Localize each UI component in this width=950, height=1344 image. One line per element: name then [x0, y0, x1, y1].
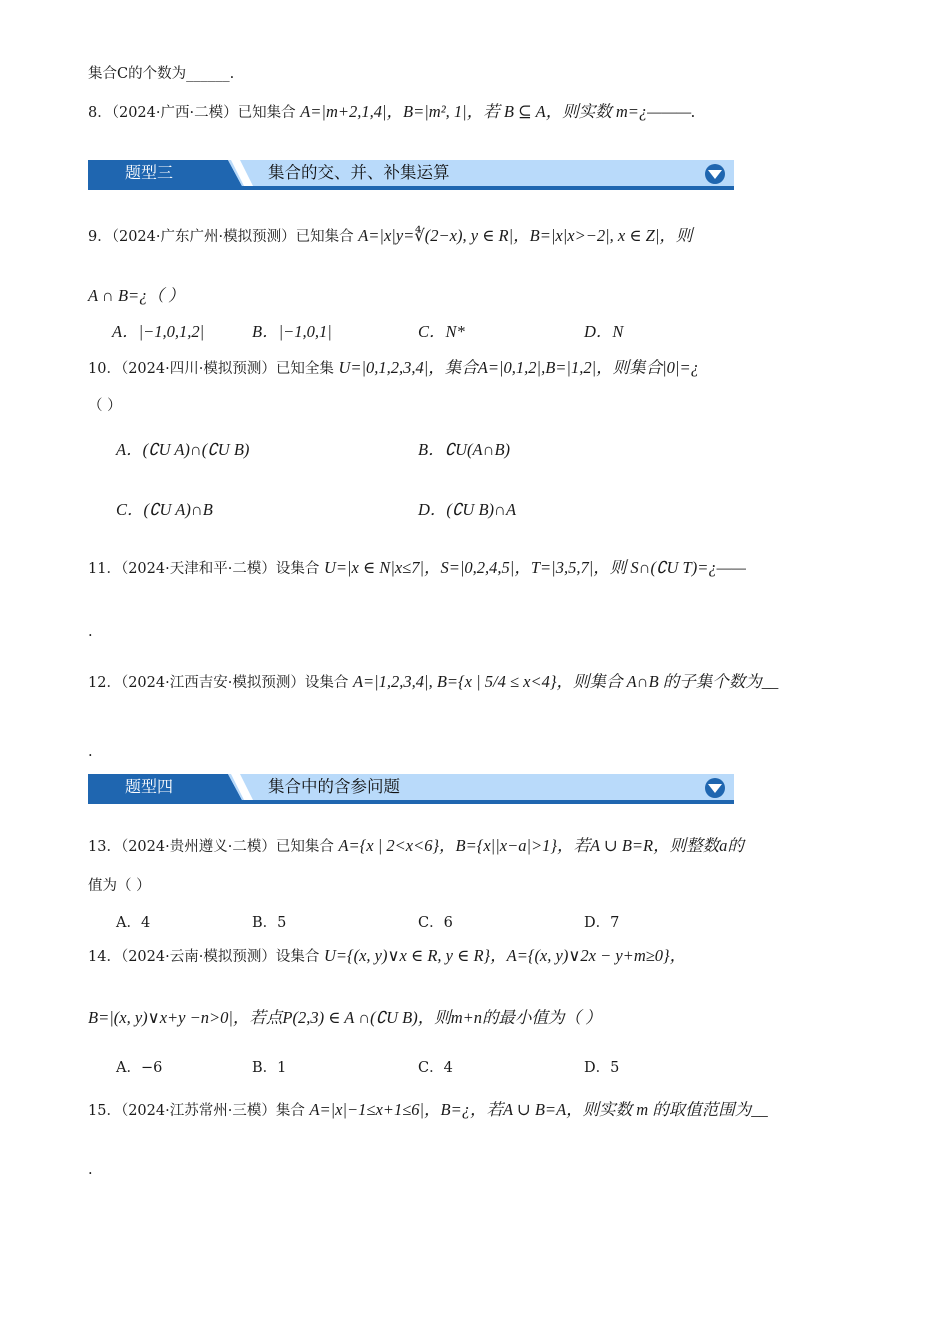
option-a[interactable]: A．(∁U A)∩(∁U B) — [116, 440, 250, 459]
section-title: 集合中的含参问题 — [268, 777, 400, 796]
option-a[interactable]: A．−6 — [116, 1060, 163, 1076]
option-c[interactable]: C．6 — [418, 915, 453, 931]
option-b[interactable]: B．5 — [252, 915, 287, 931]
question-9 — [88, 226, 692, 247]
question-math: A=|1,2,3,4|, B={x | 5/4 ≤ x<4}，则集合 A∩B 的子集个数为__ — [352, 672, 779, 691]
question-number: 15． — [88, 1103, 121, 1119]
section-label: 题型四 — [124, 777, 173, 796]
question-8 — [88, 102, 695, 123]
question-source: （2024·广西·二模）已知集合 — [111, 105, 296, 121]
section-label: 题型三 — [124, 163, 173, 182]
question-source: （2024·贵州遵义·二模）已知集合 — [120, 839, 334, 855]
question-13 — [88, 836, 744, 857]
question-source: （2024·江西吉安·模拟预测）设集合 — [120, 675, 349, 691]
option-d[interactable]: D．5 — [584, 1060, 620, 1076]
option-a[interactable]: A．|−1,0,1,2| — [112, 322, 205, 341]
section-title: 集合的交、并、补集运算 — [268, 163, 450, 182]
question-source: （2024·天津和平·二模）设集合 — [120, 561, 320, 577]
option-c[interactable]: C．(∁U A)∩B — [116, 500, 213, 519]
question-15-line2: . — [88, 1162, 93, 1178]
option-d[interactable]: D．7 — [584, 915, 620, 931]
question-source: （2024·云南·模拟预测）设集合 — [120, 949, 320, 965]
option-b[interactable]: B．|−1,0,1| — [252, 322, 332, 341]
question-9-line2: A ∩ B=¿（ ） — [88, 286, 185, 305]
option-b[interactable]: B．∁U(A∩B) — [418, 440, 511, 459]
question-math: A=|x|y=∜(2−x), y ∈ R|，B=|x|x>−2|, x ∈ Z|，则 — [358, 226, 693, 245]
option-b[interactable]: B．1 — [252, 1060, 287, 1076]
question-number: 9． — [88, 229, 112, 245]
carry-over-text: 集合C的个数为______. — [88, 66, 235, 82]
section-header-3 — [88, 160, 734, 190]
question-source: （2024·江苏常州·三模）集合 — [120, 1103, 305, 1119]
option-d[interactable]: D．(∁U B)∩A — [418, 500, 517, 519]
question-12-line2: . — [88, 744, 93, 760]
question-source: （2024·四川·模拟预测）已知全集 — [120, 361, 334, 377]
question-math: A={x | 2<x<6}，B={x||x−a|>1}，若A ∪ B=R，则整数a的 — [338, 836, 744, 855]
question-14 — [88, 946, 686, 967]
question-11-line2: . — [88, 624, 93, 640]
question-number: 12． — [88, 675, 121, 691]
question-number: 11． — [88, 561, 121, 577]
question-number: 10． — [88, 361, 121, 377]
question-math: U=|0,1,2,3,4|，集合A=|0,1,2|,B=|1,2|，则集合|0|=¿ — [338, 358, 699, 377]
question-number: 13． — [88, 839, 121, 855]
question-math: U={(x, y)∨x ∈ R, y ∈ R}，A={(x, y)∨2x − y+m≥0}， — [323, 946, 687, 965]
question-11 — [88, 558, 746, 579]
question-13-line2: 值为（ ） — [88, 878, 151, 894]
option-d[interactable]: D．N — [584, 322, 624, 341]
question-10 — [88, 358, 699, 379]
question-math: A=|x|−1≤x+1≤6|，B=¿，若A ∪ B=A，则实数 m 的取值范围为__ — [309, 1100, 768, 1119]
question-math: U=|x ∈ N|x≤7|，S=|0,2,4,5|，T=|3,5,7|，则 S∩(∁U T)=¿—— — [323, 558, 746, 577]
question-math: A=|m+2,1,4|，B=|m², 1|，若 B ⊆ A，则实数 m=¿———. — [300, 102, 696, 121]
question-14-line2: B=|(x, y)∨x+y −n>0|，若点P(2,3) ∈ A ∩(∁U B)，则m+n的最小值为（ ） — [88, 1008, 602, 1027]
question-10-line2: （ ） — [88, 398, 122, 414]
section-header-4 — [88, 774, 734, 804]
question-source: （2024·广东广州·模拟预测）已知集合 — [111, 229, 354, 245]
option-c[interactable]: C．N* — [418, 322, 465, 341]
question-12 — [88, 672, 778, 693]
question-number: 8． — [88, 105, 112, 121]
question-number: 14． — [88, 949, 121, 965]
option-c[interactable]: C．4 — [418, 1060, 453, 1076]
option-a[interactable]: A．4 — [116, 915, 151, 931]
question-15 — [88, 1100, 768, 1121]
